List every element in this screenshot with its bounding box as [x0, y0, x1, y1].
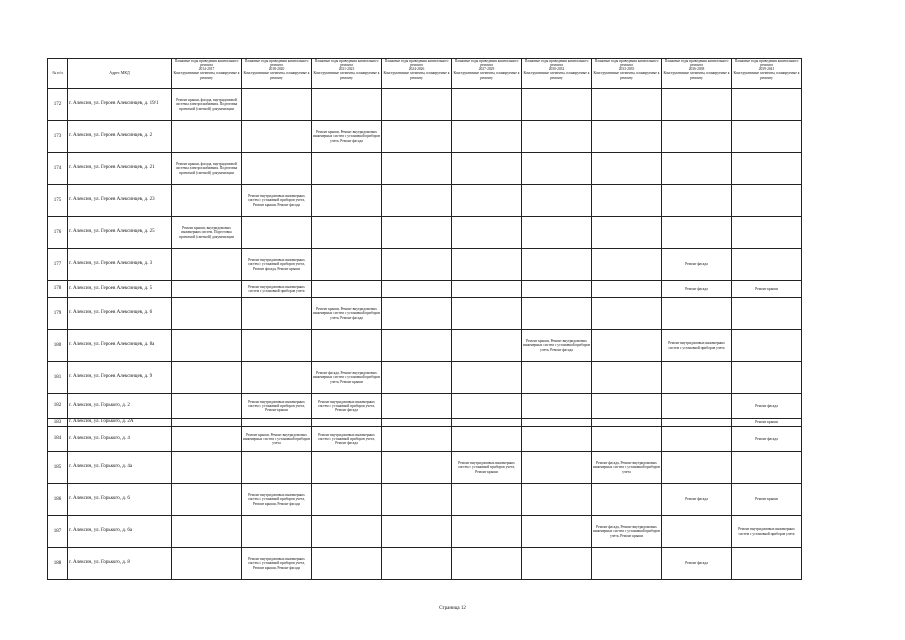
repair-works-cell: Ремонт внутридомовых инженерных систем с установкой приборов учета, Ремонт фасада — [312, 394, 382, 419]
repair-works-cell — [382, 330, 452, 362]
repair-works-cell — [242, 298, 312, 330]
period-years: 2036-2038 — [688, 67, 705, 72]
repair-works-cell — [732, 362, 802, 394]
repair-works-cell: Ремонт крыши, Ремонт внутридомовых инженерных систем с установкой приборов учета, Ремонт фасада — [312, 121, 382, 153]
repair-works-cell — [592, 298, 662, 330]
row-address: г. Алексин, ул. Героев Алексинцев, д. 21 — [68, 153, 172, 185]
repair-works-cell — [172, 362, 242, 394]
repair-works-cell — [242, 419, 312, 427]
repair-works-cell — [172, 298, 242, 330]
header-period — [452, 59, 522, 89]
row-address: г. Алексин, ул. Горького, д. 6а — [68, 516, 172, 548]
repair-works-cell — [522, 298, 592, 330]
repair-works-cell: Ремонт внутридомовых инженерных систем с установкой приборов учета, Ремонт крыши, Ремонт фасада — [242, 548, 312, 580]
repair-works-cell — [312, 419, 382, 427]
row-number: 182 — [48, 394, 68, 419]
row-address: г. Алексин, ул. Героев Алексинцев, д. 23 — [68, 185, 172, 217]
repair-works-cell: Ремонт внутридомовых инженерных систем с установкой приборов учета, Ремонт фасада, Ремонт крыши — [242, 249, 312, 281]
repair-works-cell — [522, 281, 592, 298]
repair-works-cell — [592, 548, 662, 580]
repair-works-cell — [732, 249, 802, 281]
repair-works-cell — [312, 452, 382, 484]
repair-works-cell — [312, 516, 382, 548]
repair-works-cell — [382, 89, 452, 121]
repair-works-cell — [172, 452, 242, 484]
repair-works-cell — [662, 427, 732, 452]
repair-works-cell — [382, 185, 452, 217]
row-number: 188 — [48, 548, 68, 580]
period-subheader: Конструктивные элементы, планируемые к ремонту — [593, 71, 660, 80]
repair-works-cell — [732, 217, 802, 249]
repair-works-cell — [452, 281, 522, 298]
table-row — [48, 484, 802, 516]
period-prefix: Плановые годы проведения капитального ремонта — [524, 59, 589, 68]
repair-works-cell — [592, 419, 662, 427]
repair-works-cell — [732, 298, 802, 330]
repair-works-cell — [522, 516, 592, 548]
repair-works-cell — [522, 121, 592, 153]
page-number: Страница 12 — [439, 606, 466, 611]
row-address: г. Алексин, ул. Горького, д. 6 — [68, 484, 172, 516]
repair-works-cell — [662, 516, 732, 548]
repair-works-cell — [382, 484, 452, 516]
repair-works-cell — [732, 185, 802, 217]
repair-works-cell — [452, 298, 522, 330]
schedule-table — [47, 58, 802, 580]
table-row — [48, 452, 802, 484]
repair-works-cell: Ремонт внутридомовых инженерных систем с установкой приборов учета — [662, 330, 732, 362]
period-years: 2030-2032 — [548, 67, 565, 72]
repair-works-cell — [172, 330, 242, 362]
repair-works-cell — [382, 419, 452, 427]
repair-works-cell — [452, 153, 522, 185]
repair-works-cell — [592, 484, 662, 516]
table-row — [48, 217, 802, 249]
repair-works-cell — [452, 484, 522, 516]
header-period — [172, 59, 242, 89]
table-row — [48, 548, 802, 580]
table-row — [48, 249, 802, 281]
repair-works-cell — [312, 330, 382, 362]
header-period — [732, 59, 802, 89]
table-body — [48, 89, 802, 580]
row-address: г. Алексин, ул. Героев Алексинцев, д. 19/1 — [68, 89, 172, 121]
row-number: 179 — [48, 298, 68, 330]
repair-works-cell: Ремонт фасада — [732, 427, 802, 452]
table-row — [48, 185, 802, 217]
row-address: г. Алексин, ул. Горького, д. 4 — [68, 427, 172, 452]
row-address: г. Алексин, ул. Героев Алексинцев, д. 5 — [68, 281, 172, 298]
period-years: 2018-2020 — [268, 67, 285, 72]
repair-works-cell — [522, 153, 592, 185]
repair-works-cell — [312, 484, 382, 516]
period-subheader: Конструктивные элементы, планируемые к ремонту — [173, 71, 240, 80]
repair-works-cell: Ремонт фасада — [662, 548, 732, 580]
row-address: г. Алексин, ул. Героев Алексинцев, д. 2 — [68, 121, 172, 153]
repair-works-cell — [732, 89, 802, 121]
repair-works-cell — [382, 394, 452, 419]
repair-works-cell — [592, 427, 662, 452]
repair-works-cell — [662, 217, 732, 249]
repair-works-cell — [382, 281, 452, 298]
row-address: г. Алексин, ул. Героев Алексинцев, д. 6 — [68, 298, 172, 330]
repair-works-cell — [522, 362, 592, 394]
repair-works-cell — [312, 153, 382, 185]
repair-works-cell — [522, 394, 592, 419]
repair-works-cell — [522, 185, 592, 217]
repair-works-cell — [382, 452, 452, 484]
repair-works-cell — [662, 419, 732, 427]
repair-works-cell — [452, 121, 522, 153]
repair-works-cell — [592, 185, 662, 217]
repair-works-cell — [662, 153, 732, 185]
repair-works-cell — [312, 249, 382, 281]
repair-works-cell — [172, 281, 242, 298]
period-subheader: Конструктивные элементы, планируемые к ремонту — [453, 71, 520, 80]
repair-works-cell — [732, 330, 802, 362]
period-subheader: Конструктивные элементы, планируемые к ремонту — [243, 71, 310, 80]
header-address: Адрес МКД — [68, 59, 172, 89]
row-number: 176 — [48, 217, 68, 249]
repair-works-cell — [452, 89, 522, 121]
repair-works-cell — [382, 121, 452, 153]
header-period — [382, 59, 452, 89]
repair-works-cell — [592, 362, 662, 394]
repair-works-cell — [172, 419, 242, 427]
repair-works-cell — [382, 427, 452, 452]
repair-works-cell — [382, 217, 452, 249]
period-prefix: Плановые годы проведения капитального ремонта — [174, 59, 239, 68]
header-period — [242, 59, 312, 89]
row-number: 174 — [48, 153, 68, 185]
row-number: 172 — [48, 89, 68, 121]
repair-works-cell: Ремонт внутридомовых инженерных систем с установкой приборов учета — [242, 281, 312, 298]
repair-works-cell — [242, 217, 312, 249]
repair-works-cell: Ремонт крыши — [732, 484, 802, 516]
header-period — [592, 59, 662, 89]
row-number: 180 — [48, 330, 68, 362]
header-row — [48, 59, 802, 89]
period-years: 2039-2041 — [758, 67, 775, 72]
repair-works-cell — [662, 452, 732, 484]
repair-works-cell — [452, 394, 522, 419]
repair-works-cell — [382, 362, 452, 394]
period-prefix: Плановые годы проведения капитального ремонта — [314, 59, 379, 68]
row-number: 175 — [48, 185, 68, 217]
row-address: г. Алексин, ул. Героев Алексинцев, д. 25 — [68, 217, 172, 249]
period-years: 2024-2026 — [408, 67, 425, 72]
repair-works-cell: Ремонт крыши — [732, 419, 802, 427]
period-years: 2014-2017 — [198, 67, 215, 72]
repair-works-cell — [662, 185, 732, 217]
row-address: г. Алексин, ул. Горького, д. 2А — [68, 419, 172, 427]
repair-works-cell: Ремонт крыши, Ремонт внутридомовых инженерных систем с установкой приборов учета, Ремонт фасада — [522, 330, 592, 362]
repair-works-cell: Ремонт внутридомовых инженерных систем с установкой приборов учета, Ремонт крыши, Ремонт фасада — [242, 484, 312, 516]
repair-works-cell — [592, 394, 662, 419]
header-num: № п/п — [48, 59, 68, 89]
row-address: г. Алексин, ул. Героев Алексинцев, д. 3 — [68, 249, 172, 281]
repair-works-cell: Ремонт фасада, Ремонт внутридомовых инженерных систем с установкой приборов учета — [592, 452, 662, 484]
repair-works-cell — [242, 330, 312, 362]
repair-works-cell — [522, 452, 592, 484]
period-prefix: Плановые годы проведения капитального ремонта — [594, 59, 659, 68]
repair-works-cell — [592, 330, 662, 362]
repair-works-cell — [452, 362, 522, 394]
repair-works-cell — [172, 484, 242, 516]
repair-works-cell — [242, 516, 312, 548]
repair-works-cell — [522, 419, 592, 427]
table-row — [48, 516, 802, 548]
repair-works-cell — [312, 548, 382, 580]
period-prefix: Плановые годы проведения капитального ремонта — [454, 59, 519, 68]
repair-works-cell — [312, 217, 382, 249]
repair-works-cell — [452, 330, 522, 362]
header-period — [662, 59, 732, 89]
repair-works-cell — [662, 89, 732, 121]
period-subheader: Конструктивные элементы, планируемые к ремонту — [383, 71, 450, 80]
repair-works-cell — [172, 427, 242, 452]
repair-works-cell — [592, 281, 662, 298]
repair-works-cell — [452, 419, 522, 427]
repair-works-cell — [452, 548, 522, 580]
row-address: г. Алексин, ул. Героев Алексинцев, д. 8а — [68, 330, 172, 362]
repair-works-cell — [592, 153, 662, 185]
table-row — [48, 362, 802, 394]
repair-works-cell — [172, 548, 242, 580]
row-number: 177 — [48, 249, 68, 281]
repair-works-cell — [312, 185, 382, 217]
repair-works-cell: Ремонт внутридомовых инженерных систем с установкой приборов учета, Ремонт крыши — [452, 452, 522, 484]
repair-works-cell — [242, 452, 312, 484]
repair-works-cell — [172, 121, 242, 153]
repair-works-cell: Ремонт внутридомовых инженерных систем с установкой приборов учета, Ремонт фасада — [312, 427, 382, 452]
row-number: 186 — [48, 484, 68, 516]
table-row — [48, 394, 802, 419]
repair-works-cell — [242, 153, 312, 185]
repair-works-cell — [732, 548, 802, 580]
repair-works-cell: Ремонт крыши, фасада, внутридомовой системы электроснабжения. Подготовка проектной (сметной) документации — [172, 153, 242, 185]
period-subheader: Конструктивные элементы, планируемые к ремонту — [733, 71, 800, 80]
row-address: г. Алексин, ул. Горького, д. 8 — [68, 548, 172, 580]
repair-works-cell — [522, 89, 592, 121]
repair-works-cell — [382, 153, 452, 185]
row-number: 185 — [48, 452, 68, 484]
repair-works-cell — [452, 427, 522, 452]
header-period — [312, 59, 382, 89]
repair-works-cell: Ремонт крыши — [732, 281, 802, 298]
repair-works-cell: Ремонт крыши, внутридомовых инженерных систем. Подготовка проектной (сметной) документации — [172, 217, 242, 249]
repair-works-cell: Ремонт фасада — [662, 484, 732, 516]
repair-works-cell — [732, 153, 802, 185]
repair-works-cell — [592, 249, 662, 281]
table-row — [48, 121, 802, 153]
repair-works-cell — [312, 281, 382, 298]
repair-works-cell: Ремонт внутридомовых инженерных систем с установкой приборов учета — [732, 516, 802, 548]
row-address: г. Алексин, ул. Горького, д. 2 — [68, 394, 172, 419]
period-prefix: Плановые годы проведения капитального ремонта — [734, 59, 799, 68]
row-number: 184 — [48, 427, 68, 452]
row-address: г. Алексин, ул. Героев Алексинцев, д. 9 — [68, 362, 172, 394]
repair-works-cell — [522, 427, 592, 452]
repair-works-cell — [662, 362, 732, 394]
repair-works-cell — [662, 121, 732, 153]
repair-works-cell: Ремонт внутридомовых инженерных систем с установкой приборов учета, Ремонт крыши, Ремонт фасада — [242, 185, 312, 217]
period-prefix: Плановые годы проведения капитального ремонта — [664, 59, 729, 68]
repair-works-cell — [172, 185, 242, 217]
repair-works-cell — [382, 249, 452, 281]
repair-works-cell: Ремонт крыши, фасада, внутридомовой системы электроснабжения. Подготовка проектной (сметной) документации — [172, 89, 242, 121]
repair-works-cell — [172, 394, 242, 419]
header-period — [522, 59, 592, 89]
capital-repair-schedule — [47, 58, 802, 580]
repair-works-cell — [732, 452, 802, 484]
repair-works-cell — [382, 298, 452, 330]
repair-works-cell: Ремонт фасада — [662, 249, 732, 281]
row-number: 187 — [48, 516, 68, 548]
repair-works-cell: Ремонт фасада, Ремонт внутридомовых инженерных систем с установкой приборов учета, Ремонт крыши — [312, 362, 382, 394]
repair-works-cell — [522, 548, 592, 580]
table-row — [48, 153, 802, 185]
table-row — [48, 281, 802, 298]
repair-works-cell: Ремонт внутридомовых инженерных систем с установкой приборов учета, Ремонт крыши — [242, 394, 312, 419]
repair-works-cell — [312, 89, 382, 121]
repair-works-cell — [172, 516, 242, 548]
repair-works-cell — [662, 394, 732, 419]
repair-works-cell — [662, 298, 732, 330]
repair-works-cell — [242, 362, 312, 394]
repair-works-cell — [592, 217, 662, 249]
period-prefix: Плановые годы проведения капитального ремонта — [244, 59, 309, 68]
repair-works-cell — [452, 516, 522, 548]
repair-works-cell — [172, 249, 242, 281]
period-years: 2021-2023 — [338, 67, 355, 72]
repair-works-cell — [522, 217, 592, 249]
period-subheader: Конструктивные элементы, планируемые к ремонту — [523, 71, 590, 80]
repair-works-cell: Ремонт фасада — [732, 394, 802, 419]
repair-works-cell — [382, 548, 452, 580]
repair-works-cell: Ремонт крыши, Ремонт внутридомовых инженерных систем с установкой приборов учета, Ремонт фасада — [312, 298, 382, 330]
repair-works-cell — [452, 249, 522, 281]
row-number: 173 — [48, 121, 68, 153]
repair-works-cell: Ремонт фасада — [662, 281, 732, 298]
repair-works-cell — [522, 249, 592, 281]
repair-works-cell: Ремонт крыши, Ремонт внутридомовых инженерных систем с установкой приборов учета — [242, 427, 312, 452]
row-address: г. Алексин, ул. Горького, д. 4а — [68, 452, 172, 484]
repair-works-cell — [452, 217, 522, 249]
row-number: 181 — [48, 362, 68, 394]
table-row — [48, 419, 802, 427]
repair-works-cell: Ремонт фасада, Ремонт внутридомовых инженерных систем с установкой приборов учета, Ремонт крыши — [592, 516, 662, 548]
table-row — [48, 298, 802, 330]
period-years: 2033-2035 — [618, 67, 635, 72]
repair-works-cell — [522, 484, 592, 516]
table-row — [48, 89, 802, 121]
row-number: 178 — [48, 281, 68, 298]
period-subheader: Конструктивные элементы, планируемые к ремонту — [313, 71, 380, 80]
repair-works-cell — [732, 121, 802, 153]
repair-works-cell — [382, 516, 452, 548]
table-row — [48, 427, 802, 452]
repair-works-cell — [592, 121, 662, 153]
repair-works-cell — [242, 121, 312, 153]
row-number: 183 — [48, 419, 68, 427]
repair-works-cell — [242, 89, 312, 121]
period-subheader: Конструктивные элементы, планируемые к ремонту — [663, 71, 730, 80]
repair-works-cell — [452, 185, 522, 217]
period-prefix: Плановые годы проведения капитального ремонта — [384, 59, 449, 68]
table-row — [48, 330, 802, 362]
repair-works-cell — [592, 89, 662, 121]
period-years: 2027-2029 — [478, 67, 495, 72]
